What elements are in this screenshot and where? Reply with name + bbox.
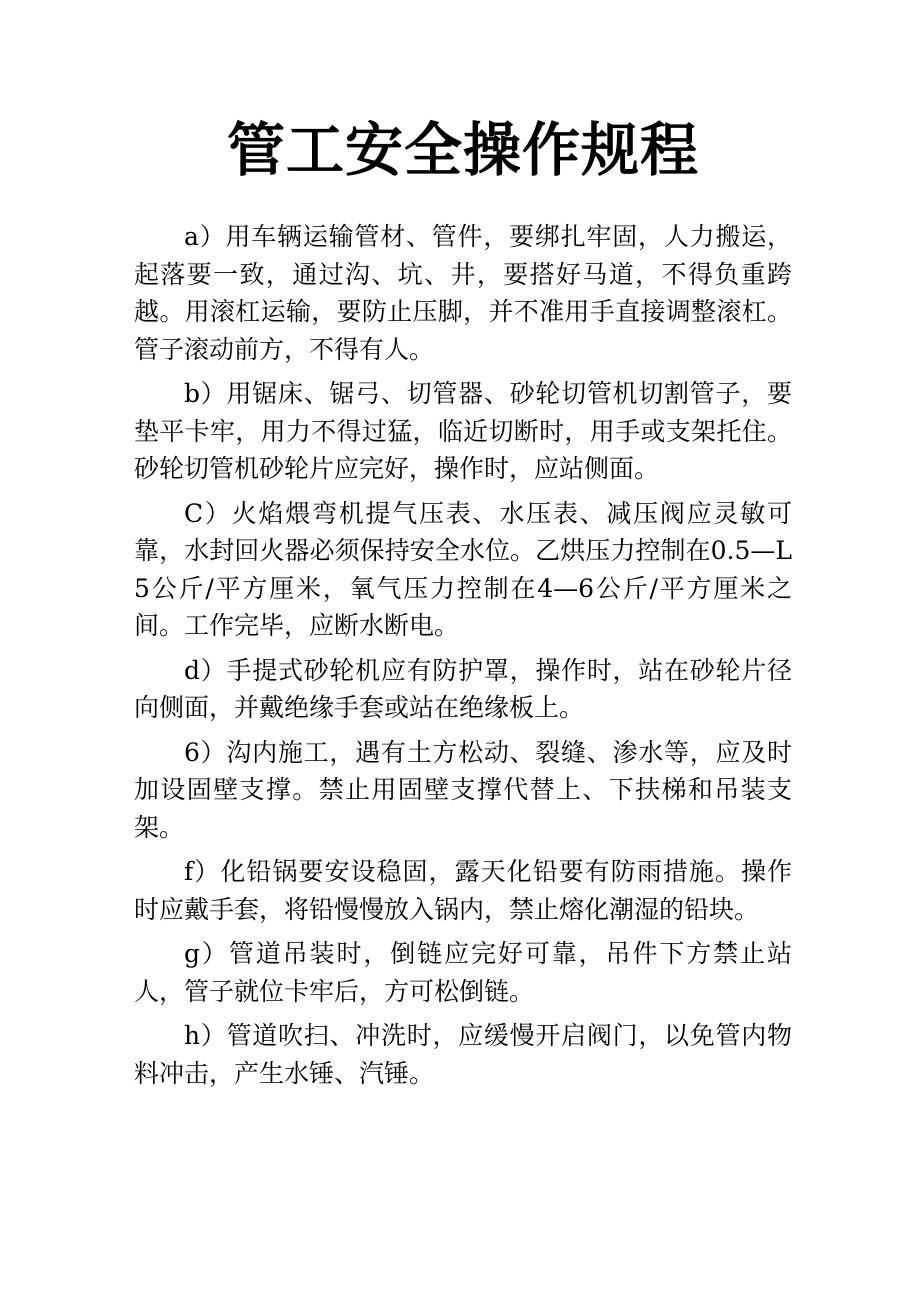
clause-e: 6）沟内施工，遇有土方松动、裂缝、渗水等，应及时加设固壁支撑。禁止用固壁支撑代替上、下扶梯和吊装支架。 — [134, 737, 792, 842]
clause-d: d）手提式砂轮机应有防护罩，操作时，站在砂轮片径向侧面，并戴绝缘手套或站在绝缘板上。 — [134, 655, 792, 722]
clause-f: f）化铅锅要安设稳固，露天化铅要有防雨措施。操作时应戴手套，将铅慢慢放入锅内，禁止熔化潮湿的铅块。 — [134, 857, 792, 924]
clause-list — [134, 218, 792, 1092]
clause-h: h）管道吹扫、冲洗时，应缓慢开启阀门，以免管内物料冲击，产生水锤、汽锤。 — [134, 1021, 792, 1088]
clause-b: b）用锯床、锯弓、切管器、砂轮切管机切割管子，要垫平卡牢，用力不得过猛，临近切断时，用手或支架托住。砂轮切管机砂轮片应完好，操作时，应站侧面。 — [134, 379, 792, 483]
clause-g: g）管道吊装时，倒链应完好可靠，吊件下方禁止站人，管子就位卡牢后，方可松倒链。 — [134, 939, 792, 1006]
document-title: 管工安全操作规程 — [226, 116, 699, 184]
clause-a: a）用车辆运输管材、管件，要绑扎牢固，人力搬运，起落要一致，通过沟、坑、井，要搭好马道，不得负重跨越。用滚杠运输，要防止压脚，并不准用手直接调整滚杠。管子滚动前方，不得有人。 — [134, 222, 792, 364]
clause-c: C）火焰煨弯机提气压表、水压表、减压阀应灵敏可靠，水封回火器必须保持安全水位。乙烘压力控制在0.5—L5公斤/平方厘米，氧气压力控制在4—6公斤/平方厘米之间。工作完毕，应断水断电。 — [134, 498, 792, 640]
